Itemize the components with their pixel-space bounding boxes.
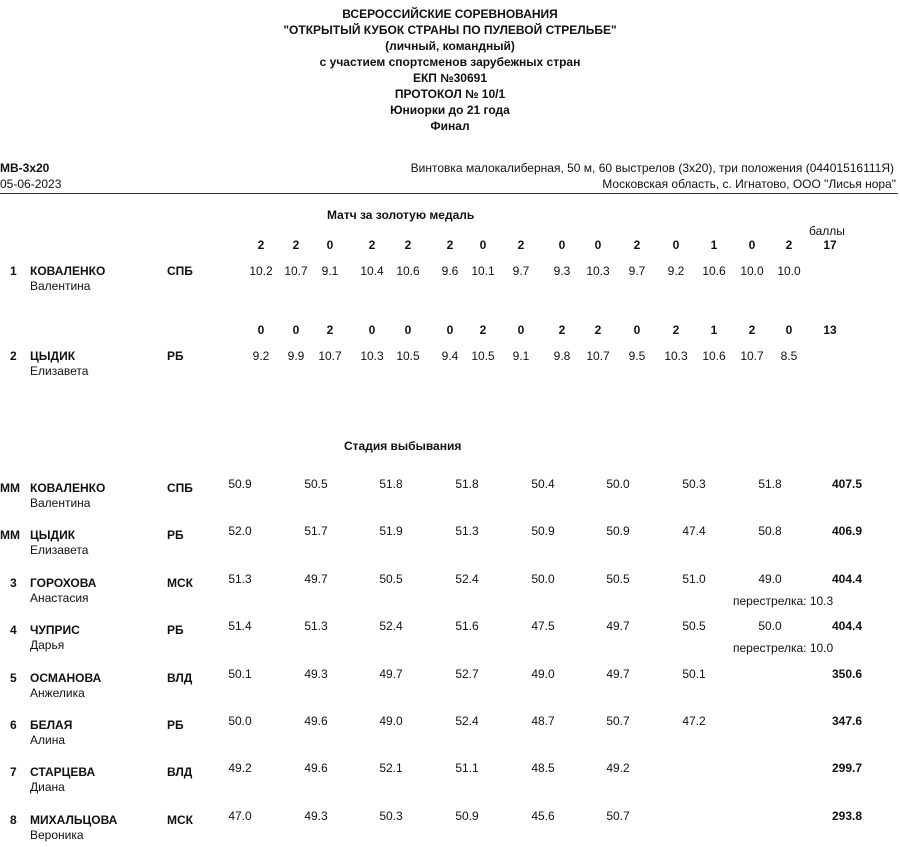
gold-point: 0 [633, 323, 641, 337]
header-line-6: ПРОТОКОЛ № 10/1 [394, 87, 506, 101]
elim-first-name: Анжелика [30, 686, 85, 700]
elim-rank: 5 [10, 671, 17, 685]
elim-rank: ММ [0, 528, 20, 542]
elim-series: 47.4 [682, 524, 706, 538]
gold-shot: 10.1 [471, 264, 495, 278]
elim-series: 49.6 [304, 714, 328, 728]
gold-shot: 9.2 [252, 349, 270, 363]
elim-first-name: Диана [30, 780, 65, 794]
header-line-5: ЕКП №30691 [412, 71, 488, 85]
elim-series: 51.8 [758, 477, 782, 491]
gold-shot: 9.1 [512, 349, 530, 363]
points-label: баллы [809, 224, 845, 238]
gold-first-name: Елизавета [30, 364, 89, 378]
elim-series: 50.0 [228, 714, 252, 728]
elim-series: 52.4 [455, 572, 479, 586]
elim-series: 51.8 [455, 477, 479, 491]
elim-total: 407.5 [831, 477, 862, 491]
elim-first-name: Дарья [30, 638, 65, 652]
elim-series: 47.0 [228, 809, 252, 823]
gold-shot: 9.5 [628, 349, 646, 363]
elim-series: 51.3 [304, 619, 328, 633]
elim-series: 51.3 [455, 524, 479, 538]
elim-series: 51.0 [682, 572, 706, 586]
elim-series: 52.4 [379, 619, 403, 633]
gold-point: 2 [368, 238, 376, 252]
elim-total: 293.8 [831, 809, 862, 823]
elim-team: РБ [167, 623, 184, 637]
elim-series: 51.1 [455, 761, 479, 775]
elim-first-name: Вероника [30, 828, 84, 842]
gold-shot: 10.7 [740, 349, 764, 363]
gold-shot: 9.1 [321, 264, 339, 278]
gold-shot: 9.7 [628, 264, 646, 278]
elim-series: 49.6 [304, 761, 328, 775]
elim-series: 51.8 [379, 477, 403, 491]
gold-point: 2 [517, 238, 525, 252]
gold-shot: 10.6 [702, 349, 726, 363]
gold-point: 0 [404, 323, 412, 337]
elim-series: 51.6 [455, 619, 479, 633]
elim-last-name: ОСМАНОВА [30, 671, 102, 685]
gold-point: 2 [446, 238, 454, 252]
elim-series: 49.7 [606, 667, 630, 681]
elim-series: 50.3 [379, 809, 403, 823]
elim-series: 50.0 [758, 619, 782, 633]
gold-point: 0 [368, 323, 376, 337]
elim-total: 299.7 [831, 761, 862, 775]
elim-series: 50.5 [606, 572, 630, 586]
elim-series: 47.2 [682, 714, 706, 728]
elim-total: 406.9 [831, 524, 862, 538]
header-line-7: Юниорки до 21 года [390, 103, 510, 117]
elim-team: СПБ [167, 481, 193, 495]
gold-shot: 10.7 [318, 349, 342, 363]
event-date: 05-06-2023 [0, 177, 62, 191]
gold-point: 2 [257, 238, 265, 252]
gold-point: 2 [404, 238, 412, 252]
elim-last-name: ЦЫДИК [30, 528, 76, 542]
elim-total: 404.4 [831, 572, 862, 586]
gold-point: 2 [594, 323, 602, 337]
elim-team: ВЛД [167, 671, 193, 685]
elim-rank: 3 [10, 576, 17, 590]
elim-series: 50.0 [606, 477, 630, 491]
elim-series: 48.5 [531, 761, 555, 775]
elim-series: 50.5 [304, 477, 328, 491]
elim-last-name: ГОРОХОВА [30, 576, 97, 590]
elim-series: 49.0 [758, 572, 782, 586]
gold-point: 0 [292, 323, 300, 337]
elim-series: 52.7 [455, 667, 479, 681]
gold-shot: 9.2 [667, 264, 685, 278]
elim-rank: 8 [10, 813, 17, 827]
elim-team: МСК [167, 813, 193, 827]
gold-rank: 1 [10, 264, 17, 278]
elim-series: 49.0 [379, 714, 403, 728]
elim-series: 49.3 [304, 809, 328, 823]
elim-shootoff-note: перестрелка: 10.3 [733, 594, 834, 608]
elim-series: 50.5 [379, 572, 403, 586]
elim-last-name: СТАРЦЕВА [30, 765, 96, 779]
elim-total: 347.6 [831, 714, 862, 728]
gold-shot: 9.7 [512, 264, 530, 278]
elim-series: 51.3 [228, 572, 252, 586]
elim-rank: 6 [10, 718, 17, 732]
gold-point: 2 [326, 323, 334, 337]
elim-series: 50.1 [228, 667, 252, 681]
gold-shot: 10.4 [360, 264, 384, 278]
elim-shootoff-note: перестрелка: 10.0 [733, 641, 834, 655]
gold-shot: 9.4 [441, 349, 459, 363]
gold-point: 2 [672, 323, 680, 337]
gold-shot: 9.9 [287, 349, 305, 363]
elim-series: 50.9 [606, 524, 630, 538]
elim-first-name: Валентина [30, 496, 91, 510]
elim-series: 50.3 [682, 477, 706, 491]
gold-shot: 10.6 [396, 264, 420, 278]
elim-total: 350.6 [831, 667, 862, 681]
gold-rank: 2 [10, 349, 17, 363]
elim-last-name: МИХАЛЬЦОВА [30, 813, 118, 827]
gold-shot: 9.6 [441, 264, 459, 278]
gold-point: 0 [785, 323, 793, 337]
gold-point: 1 [710, 323, 718, 337]
gold-point: 0 [517, 323, 525, 337]
elim-first-name: Анастасия [30, 591, 89, 605]
elim-series: 50.9 [455, 809, 479, 823]
gold-shot: 10.0 [777, 264, 801, 278]
elim-team: РБ [167, 528, 184, 542]
gold-points-total: 17 [823, 238, 837, 252]
elim-series: 49.7 [379, 667, 403, 681]
event-code: МВ-3х20 [0, 161, 50, 175]
elim-first-name: Елизавета [30, 543, 89, 557]
gold-point: 0 [594, 238, 602, 252]
elim-series: 48.7 [531, 714, 555, 728]
gold-points-total: 13 [823, 323, 837, 337]
elimination-title: Стадия выбывания [344, 439, 462, 453]
elim-first-name: Алина [30, 733, 66, 747]
elim-team: МСК [167, 576, 193, 590]
elim-series: 50.5 [682, 619, 706, 633]
elim-series: 51.7 [304, 524, 328, 538]
gold-point: 2 [479, 323, 487, 337]
gold-shot: 10.5 [396, 349, 420, 363]
elim-series: 50.9 [228, 477, 252, 491]
gold-point: 2 [785, 238, 793, 252]
elim-series: 51.9 [379, 524, 403, 538]
elim-series: 52.0 [228, 524, 252, 538]
gold-point: 2 [633, 238, 641, 252]
elim-series: 50.7 [606, 809, 630, 823]
elim-series: 50.1 [682, 667, 706, 681]
elim-last-name: КОВАЛЕНКО [30, 481, 106, 495]
gold-point: 0 [479, 238, 487, 252]
gold-point: 2 [558, 323, 566, 337]
gold-shot: 10.3 [664, 349, 688, 363]
elim-series: 49.7 [304, 572, 328, 586]
gold-point: 1 [710, 238, 718, 252]
elim-series: 49.3 [304, 667, 328, 681]
gold-point: 2 [292, 238, 300, 252]
elim-series: 52.4 [455, 714, 479, 728]
header-line-2: "ОТКРЫТЫЙ КУБОК СТРАНЫ ПО ПУЛЕВОЙ СТРЕЛЬБЕ" [283, 23, 617, 37]
elim-series: 50.7 [606, 714, 630, 728]
elim-rank: 7 [10, 765, 17, 779]
elim-series: 47.5 [531, 619, 555, 633]
elim-series: 49.0 [531, 667, 555, 681]
elim-last-name: БЕЛАЯ [30, 718, 73, 732]
gold-last-name: КОВАЛЕНКО [30, 264, 106, 278]
gold-point: 0 [748, 238, 756, 252]
gold-shot: 10.5 [471, 349, 495, 363]
gold-team: СПБ [167, 264, 193, 278]
elim-series: 50.9 [531, 524, 555, 538]
elim-series: 49.2 [228, 761, 252, 775]
elim-rank: 4 [10, 623, 17, 637]
event-description: Винтовка малокалиберная, 50 м, 60 выстрелов (3х20), три положения (04401516111Я) [410, 161, 894, 175]
elim-series: 52.1 [379, 761, 403, 775]
gold-shot: 10.6 [702, 264, 726, 278]
elim-team: РБ [167, 718, 184, 732]
header-line-4: с участием спортсменов зарубежных стран [319, 55, 581, 69]
gold-shot: 10.7 [586, 349, 610, 363]
elim-series: 51.4 [228, 619, 252, 633]
elim-series: 50.8 [758, 524, 782, 538]
gold-shot: 10.2 [249, 264, 273, 278]
gold-point: 0 [257, 323, 265, 337]
gold-last-name: ЦЫДИК [30, 349, 76, 363]
gold-match-title: Матч за золотую медаль [327, 208, 475, 222]
gold-shot: 9.3 [553, 264, 571, 278]
elim-series: 50.0 [531, 572, 555, 586]
gold-point: 0 [558, 238, 566, 252]
gold-shot: 9.8 [553, 349, 571, 363]
elim-series: 49.7 [606, 619, 630, 633]
elim-last-name: ЧУПРИС [30, 623, 80, 637]
gold-first-name: Валентина [30, 279, 91, 293]
header-divider [0, 193, 898, 194]
gold-shot: 10.3 [586, 264, 610, 278]
gold-team: РБ [167, 349, 184, 363]
elim-series: 50.4 [531, 477, 555, 491]
gold-shot: 8.5 [780, 349, 798, 363]
event-venue: Московская область, с. Игнатово, ООО "Лисья нора" [602, 177, 896, 191]
elim-total: 404.4 [831, 619, 862, 633]
gold-point: 0 [446, 323, 454, 337]
gold-shot: 10.3 [360, 349, 384, 363]
gold-point: 0 [326, 238, 334, 252]
gold-point: 2 [748, 323, 756, 337]
elim-team: ВЛД [167, 765, 193, 779]
header-line-3: (личный, командный) [385, 39, 515, 53]
gold-shot: 10.7 [284, 264, 308, 278]
header-line-8: Финал [430, 119, 470, 133]
elim-series: 45.6 [531, 809, 555, 823]
gold-point: 0 [672, 238, 680, 252]
header-line-1: ВСЕРОССИЙСКИЕ СОРЕВНОВАНИЯ [342, 7, 558, 21]
elim-series: 49.2 [606, 761, 630, 775]
gold-shot: 10.0 [740, 264, 764, 278]
elim-rank: ММ [0, 481, 20, 495]
